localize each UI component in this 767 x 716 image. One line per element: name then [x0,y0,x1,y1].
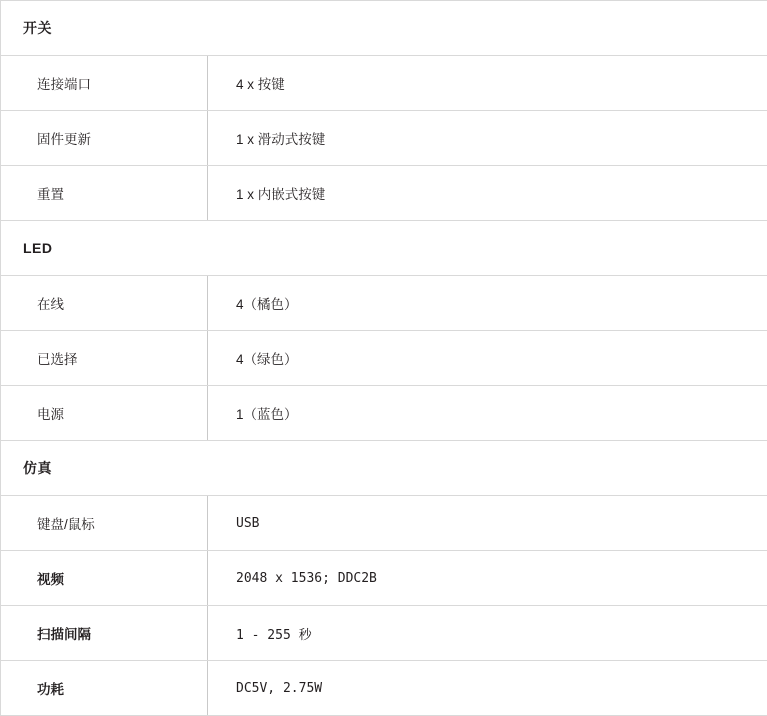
spec-value: 4（绿色） [208,331,767,386]
table-row [1,276,767,331]
table-row [1,111,767,166]
spec-label: 视频 [1,551,208,606]
spec-label: 在线 [1,276,208,331]
section-header-row [1,1,767,56]
table-row [1,386,767,441]
section-header-label: 仿真 [1,441,767,496]
spec-label: 电源 [1,386,208,441]
spec-value: 1（蓝色） [208,386,767,441]
spec-value: 1 - 255 秒 [208,606,767,661]
spec-value: DC5V, 2.75W [208,661,767,716]
specifications-table-body [1,1,767,716]
spec-value: 2048 x 1536; DDC2B [208,551,767,606]
section-header-label: 开关 [1,1,767,56]
section-header-row [1,441,767,496]
spec-label: 连接端口 [1,56,208,111]
table-row [1,331,767,386]
spec-value: 4（橘色） [208,276,767,331]
spec-value: 1 x 滑动式按键 [208,111,767,166]
spec-value: USB [208,496,767,551]
spec-value: 4 x 按键 [208,56,767,111]
table-row [1,551,767,606]
spec-value: 1 x 内嵌式按键 [208,166,767,221]
spec-label: 扫描间隔 [1,606,208,661]
table-row [1,166,767,221]
spec-label: 重置 [1,166,208,221]
spec-label: 键盘/鼠标 [1,496,208,551]
spec-label: 固件更新 [1,111,208,166]
spec-label: 已选择 [1,331,208,386]
table-row [1,606,767,661]
table-row [1,661,767,716]
spec-label: 功耗 [1,661,208,716]
table-row [1,56,767,111]
section-header-label: LED [1,221,767,276]
section-header-row [1,221,767,276]
table-row [1,496,767,551]
